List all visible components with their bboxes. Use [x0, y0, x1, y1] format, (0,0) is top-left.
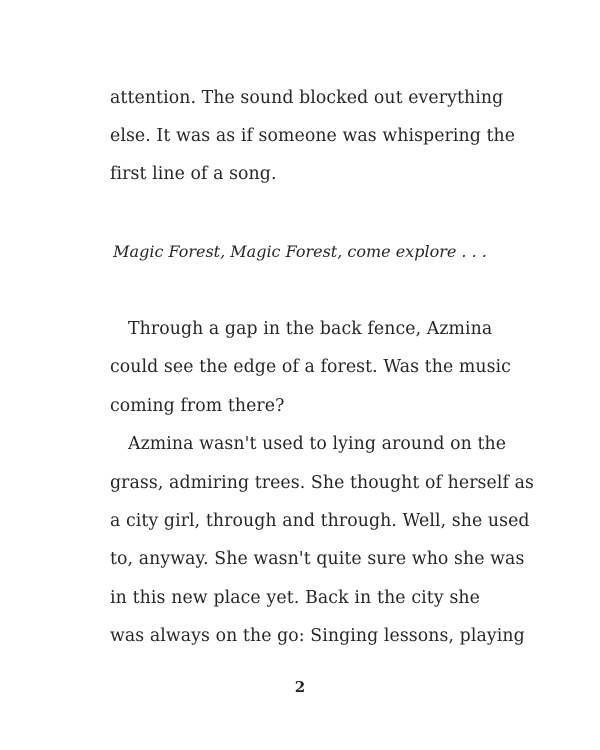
paragraph-3-line-5: in this new place yet. Back in the city she: [110, 588, 480, 608]
paragraph-1-line-1: attention. The sound blocked out everything: [110, 88, 504, 108]
paragraph-2-line-1: Through a gap in the back fence, Azmina: [128, 319, 493, 339]
page-number: 2: [294, 678, 306, 696]
paragraph-1-line-3: first line of a song.: [110, 164, 277, 184]
paragraph-2-line-3: coming from there?: [110, 396, 285, 416]
paragraph-1-line-2: else. It was as if someone was whispering the: [110, 126, 516, 146]
paragraph-2-line-2: could see the edge of a forest. Was the music: [110, 357, 511, 377]
paragraph-3-line-1: Azmina wasn't used to lying around on the: [128, 434, 507, 454]
paragraph-3-line-3: a city girl, through and through. Well, she used: [110, 511, 530, 531]
song-verse: Magic Forest, Magic Forest, come explore . . .: [113, 242, 487, 261]
paragraph-3-line-2: grass, admiring trees. She thought of herself as: [110, 473, 534, 493]
paragraph-3-line-6: was always on the go: Singing lessons, playing: [110, 626, 525, 646]
paragraph-3-line-4: to, anyway. She wasn't quite sure who she was: [110, 549, 525, 569]
